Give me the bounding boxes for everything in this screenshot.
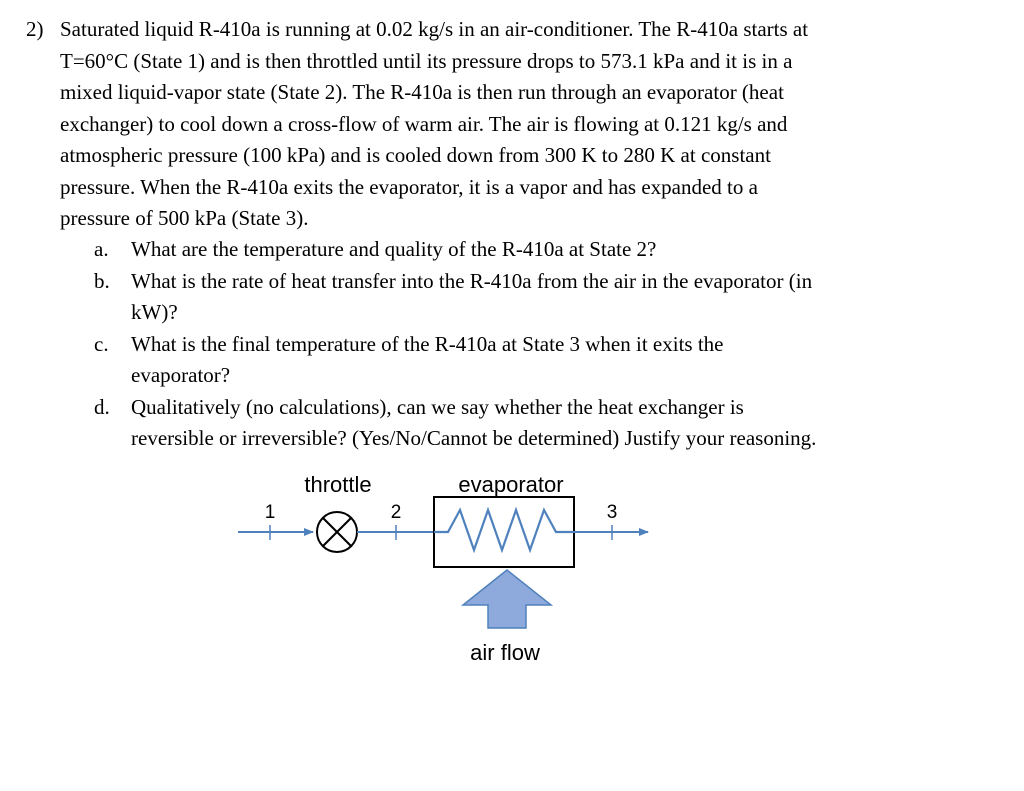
question-label: c. xyxy=(94,331,109,356)
question-line: What is the final temperature of the R-410a at State 3 when it exits the xyxy=(131,331,724,356)
problem-line: pressure of 500 kPa (State 3). xyxy=(60,206,309,230)
state-2-label: 2 xyxy=(390,502,402,523)
question-label: a. xyxy=(94,237,109,261)
problem-line: T=60°C (State 1) and is then throttled until its pressure drops to 573.1 kPa and it is in a xyxy=(60,48,793,73)
evaporator-box xyxy=(434,497,574,567)
evaporator-label: evaporator xyxy=(458,472,564,497)
question-line: reversible or irreversible? (Yes/No/Cannot be determined) Justify your reasoning. xyxy=(131,426,817,450)
air-flow-label: air flow xyxy=(470,640,540,665)
throttle-valve-icon xyxy=(317,512,357,552)
state-1-label: 1 xyxy=(264,502,276,523)
question-line: What is the rate of heat transfer into the R-410a from the air in the evaporator (in xyxy=(131,268,813,293)
state-3-label: 3 xyxy=(606,502,618,523)
problem-line: pressure. When the R-410a exits the evaporator, it is a vapor and has expanded to a xyxy=(60,174,758,199)
question-line: evaporator? xyxy=(131,363,231,387)
problem-number: 2) xyxy=(26,17,44,41)
throttle-label: throttle xyxy=(304,472,372,497)
problem-line: mixed liquid-vapor state (State 2). The R-410a is then run through an evaporator (heat xyxy=(60,80,784,104)
question-line: What are the temperature and quality of the R-410a at State 2? xyxy=(131,237,657,261)
question-label: b. xyxy=(94,268,110,293)
question-line: kW)? xyxy=(131,300,178,324)
air-flow-arrow-icon xyxy=(463,570,551,628)
question-label: d. xyxy=(94,394,110,419)
problem-line: Saturated liquid R-410a is running at 0.02 kg/s in an air-conditioner. The R-410a starts at xyxy=(60,17,809,41)
problem-line: exchanger) to cool down a cross-flow of warm air. The air is flowing at 0.121 kg/s and xyxy=(60,111,788,136)
question-line: Qualitatively (no calculations), can we say whether the heat exchanger is xyxy=(131,394,744,419)
problem-line: atmospheric pressure (100 kPa) and is cooled down from 300 K to 280 K at constant xyxy=(60,143,771,167)
